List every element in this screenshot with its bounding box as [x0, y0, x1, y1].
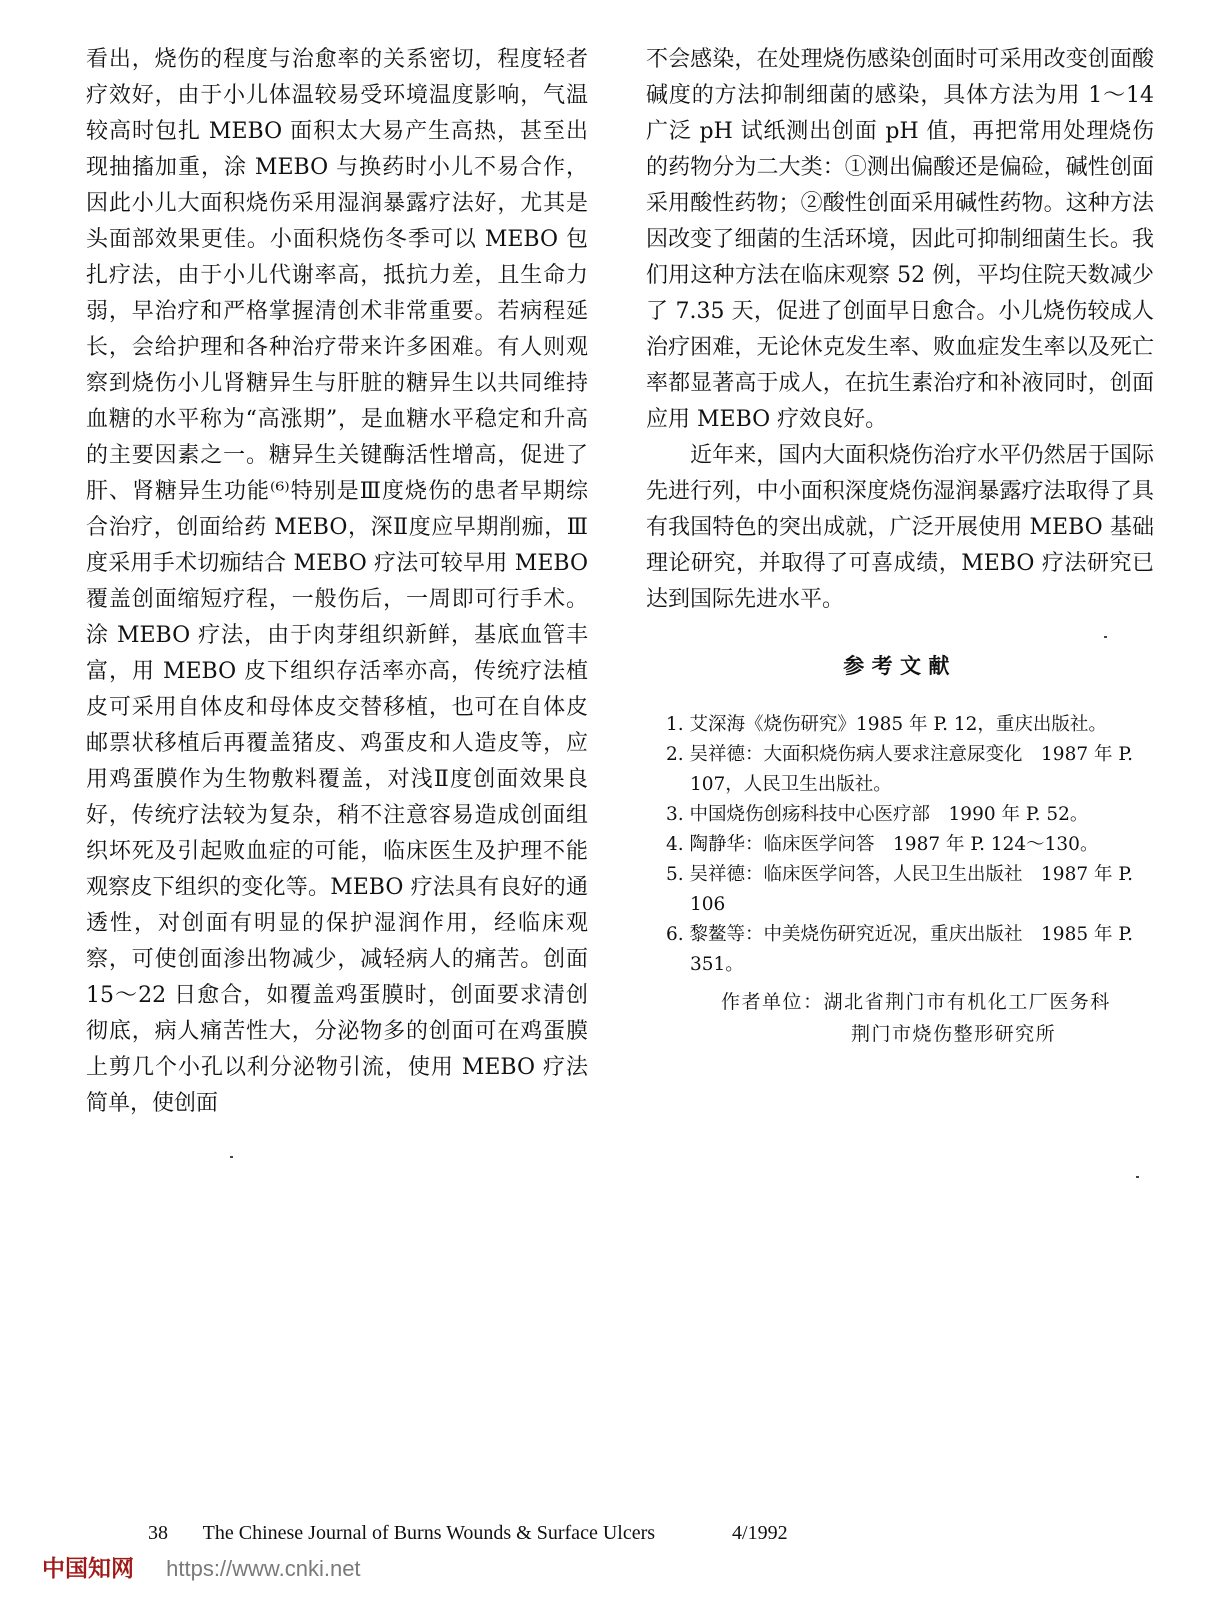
references-heading: 参考文献	[843, 653, 957, 678]
conclusion-paragraph: 近年来，国内大面积烧伤治疗水平仍然居于国际先进行列，中小面积深度烧伤湿润暴露疗法取得了具有我国特色的突出成就，广泛开展使用 MEBO 基础理论研究，并取得了可喜成绩，MEBO 疗法研究已达到国际先进水平。	[646, 443, 1154, 612]
reference-item: 2. 吴祥德：大面积烧伤病人要求注意尿变化 1987 年 P. 107，人民卫生出版社。	[666, 744, 1133, 795]
affiliation-line: 作者单位：湖北省荆门市有机化工厂医务科	[721, 991, 1111, 1013]
reference-item: 4. 陶静华：临床医学问答 1987 年 P. 124～130。	[666, 834, 1099, 855]
page-footer	[148, 1522, 788, 1545]
reference-item: 6. 黎鳌等：中美烧伤研究近况，重庆出版社 1985 年 P. 351。	[666, 924, 1133, 975]
affiliation-line: 荆门市烧伤整形研究所	[851, 1023, 1057, 1045]
scan-speck	[1136, 1176, 1139, 1178]
author-affiliation	[646, 986, 1154, 1050]
cnki-url[interactable]: https://www.cnki.net	[166, 1556, 361, 1581]
journal-name: The Chinese Journal of Burns Wounds & Surface Ulcers	[202, 1522, 656, 1544]
left-column	[86, 42, 588, 1122]
right-column	[646, 42, 1154, 1050]
page-number: 38	[148, 1522, 168, 1544]
scan-speck	[230, 1156, 233, 1158]
scan-speck	[1104, 636, 1107, 638]
body-paragraph: 看出，烧伤的程度与治愈率的关系密切，程度轻者疗效好，由于小儿体温较易受环境温度影响，气温较高时包扎 MEBO 面积太大易产生高热，甚至出现抽搐加重，涂 MEBO 与换药时小儿不易合作，因此小儿大面积烧伤采用湿润暴露疗法好，尤其是头面部效果更佳。小面积烧伤冬季可以 MEBO 包扎疗法，由于小儿代谢率高，抵抗力差，且生命力弱，早治疗和严格掌握清创术非常重要。若病程延长，会给护理和各种治疗带来许多困难。有人则观察到烧伤小儿肾糖异生与肝脏的糖异生以共同维持血糖的水平称为“高涨期”，是血糖水平稳定和升高的主要因素之一。糖异生关键酶活性增高，促进了肝、肾糖异生功能⁽⁶⁾特别是Ⅲ度烧伤的患者早期综合治疗，创面给药 MEBO，深Ⅱ度应早期削痂，Ⅲ度采用手术切痂结合 MEBO 疗法可较早用 MEBO 覆盖创面缩短疗程，一般伤后，一周即可行手术。涂 MEBO 疗法，由于肉芽组织新鲜，基底血管丰富，用 MEBO 皮下组织存活率亦高，传统疗法植皮可采用自体皮和母体皮交替移植，也可在自体皮邮票状移植后再覆盖猪皮、鸡蛋皮和人造皮等，应用鸡蛋膜作为生物敷料覆盖，对浅Ⅱ度创面效果良好，传统疗法较为复杂，稍不注意容易造成创面组织坏死及引起败血症的可能，临床医生及护理不能观察皮下组织的变化等。MEBO 疗法具有良好的通透性，对创面有明显的保护湿润作用，经临床观察，可使创面渗出物减少，减轻病人的痛苦。创面 15～22 日愈合，如覆盖鸡蛋膜时，创面要求清创彻底，病人痛苦性大，分泌物多的创面可在鸡蛋膜上剪几个小孔以利分泌物引流，使用 MEBO 疗法简单，使创面	[86, 47, 588, 1116]
reference-item: 3. 中国烧伤创疡科技中心医疗部 1990 年 P. 52。	[666, 804, 1089, 825]
cnki-watermark	[42, 1550, 361, 1583]
issue-number: 4/1992	[732, 1522, 788, 1544]
body-paragraph: 不会感染，在处理烧伤感染创面时可采用改变创面酸碱度的方法抑制细菌的感染，具体方法为用 1～14 广泛 pH 试纸测出创面 pH 值，再把常用处理烧伤的药物分为二大类：①测出偏酸还是偏硷，碱性创面采用酸性药物；②酸性创面采用碱性药物。这种方法因改变了细菌的生活环境，因此可抑制细菌生长。我们用这种方法在临床观察 52 例，平均住院天数减少了 7.35 天，促进了创面早日愈合。小儿烧伤较成人治疗困难，无论休克发生率、败血症发生率以及死亡率都显著高于成人，在抗生素治疗和补液同时，创面应用 MEBO 疗效良好。	[646, 47, 1154, 432]
cnki-logo: 中国知网	[42, 1555, 134, 1581]
reference-item: 1. 艾深海《烧伤研究》1985 年 P. 12，重庆出版社。	[666, 714, 1107, 735]
reference-list	[646, 710, 1154, 980]
reference-item: 5. 吴祥德：临床医学问答，人民卫生出版社 1987 年 P. 106	[666, 864, 1133, 915]
